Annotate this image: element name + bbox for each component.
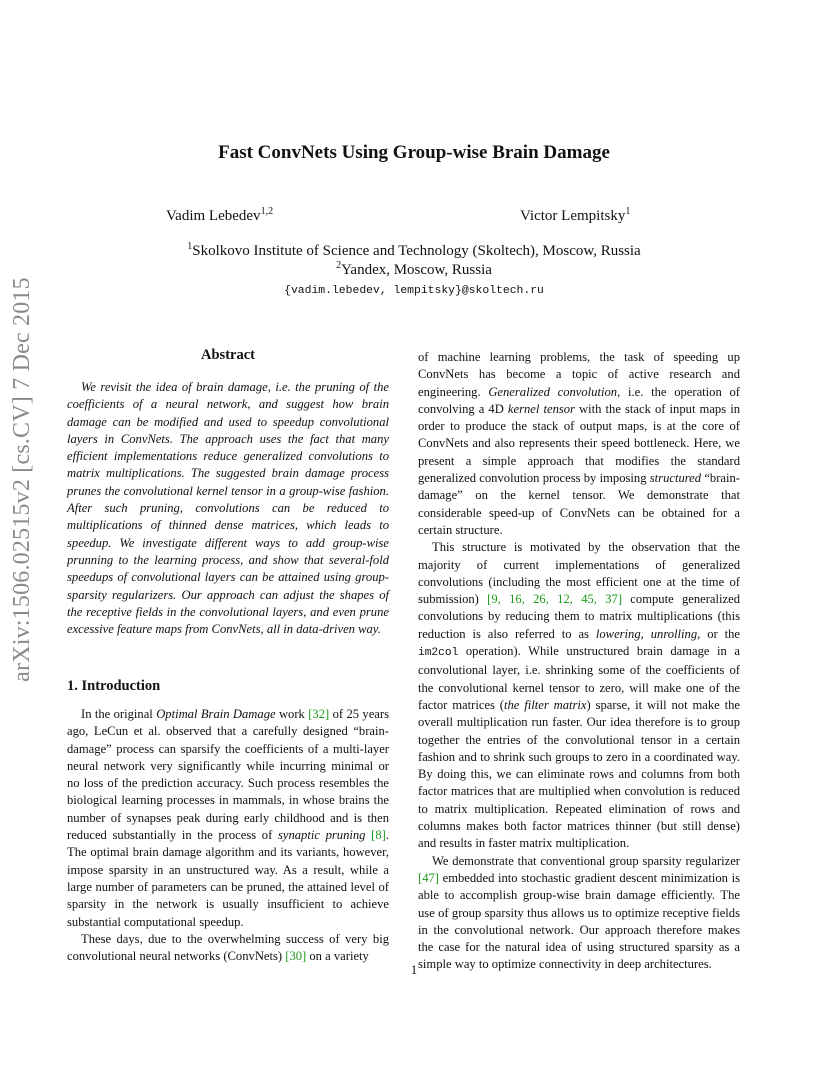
- citation-link[interactable]: [30]: [285, 949, 307, 964]
- citation-link[interactable]: [47]: [418, 870, 439, 885]
- text-run: ) sparse, it will not make the overall multiplication run faster. Our idea therefore is to group together the entries of the convolutional tensor in a certain fashion and to shrink such groups to zero in a coordinated way. By doing this, we can eliminate rows and columns from both factor matrices that are multiplied when convolution is reduced to matrix multiplication. Repeated elimination of rows and columns makes both factor matrices thinner (but still dense) and results in faster matrix multiplication.: [418, 697, 741, 851]
- author-emails: {vadim.lebedev, lempitsky}@skoltech.ru: [284, 285, 544, 297]
- author-2-affil-mark: 1: [625, 206, 631, 217]
- author-1-affil-mark: 1,2: [260, 206, 274, 217]
- author-2: [520, 206, 630, 226]
- text-run: of 25 years ago, LeCun et al. observed that a carefully designed “brain-damage” process can sparsify the coefficients of a multi-layer neural network very significantly while incurring minimal or no loss of the prediction accuracy. Such process resembles the biological learning processes in mammals, in whose brains the number of synapses peak during early childhood and is then reduced substantially in the process of: [67, 707, 389, 843]
- intro-paragraph-4: [418, 539, 740, 852]
- emphasis-text: Generalized convolution: [488, 384, 618, 399]
- emphasis-text: synaptic pruning: [277, 828, 366, 843]
- text-run: embedded into stochastic gradient descent minimization is able to accomplish group-wise brain damage efficiently. The use of group sparsity thus allows us to optimize receptive fields in the convolutional network. Our approach therefore makes the case for the natural idea of using structured sparsity as a simple way to optimize connectivity in deep architectures.: [418, 870, 740, 972]
- left-column-text: [67, 706, 389, 965]
- emphasis-text: Optimal Brain Damage: [156, 707, 276, 721]
- arxiv-identifier: arXiv:1506.02515v2 [cs.CV] 7 Dec 2015: [8, 276, 35, 682]
- emphasis-text: unrolling: [650, 626, 698, 641]
- text-run: , i.e. the operation of convolving a 4D: [418, 384, 740, 416]
- code-text: im2col: [418, 647, 459, 660]
- text-run: ,: [640, 626, 651, 641]
- text-run: with the stack of input maps in order to produce the stack of output maps, is at the core of ConvNets and also represents their speed bottleneck. Here, we present a simple approach that modifies the standard generalized convolution process by imposing: [418, 401, 740, 486]
- text-run: . The optimal brain damage algorithm and its variants, however, impose sparsity in an unstructured way. As a result, while a large number of parameters can be pruned, the attained level of sparsity in the network is usually insufficient to achieve substantial computational speedup.: [67, 828, 389, 929]
- paper-title: Fast ConvNets Using Group-wise Brain Damage: [218, 142, 610, 163]
- text-run: of machine learning problems, the task of speeding up ConvNets has become a topic of active research and engineering.: [418, 350, 740, 399]
- affiliation-2: [0, 261, 828, 280]
- abstract-text: We revisit the idea of brain damage, i.e. the pruning of the coefficients of a neural network, and suggest how brain damage can be modified and used to speedup convolutional layers in ConvNets. The approach uses the fact that many efficient implementations reduce generalized convolutions to matrix multiplications. The suggested brain damage process prunes the convolutional kernel tensor in a group-wise fashion. After such pruning, convolutions can be reduced to multiplications of thinned dense matrices, which leads to speedup. We investigate different ways to add group-wise prunning to the learning process, and show that several-fold speedups of convolutional layers can be attained using group-sparsity regularizers. Our approach can adjust the shapes of the receptive fields in the convolutional layers, and even prune excessive feature maps from ConvNets, all in data-driven way.: [67, 380, 389, 637]
- emphasis-text: structured: [649, 471, 702, 486]
- text-run: “brain-damage” on the kernel tensor. We demonstrate that considerable speed-up of ConvNets can be obtained for a certain structure.: [418, 471, 741, 537]
- abstract-body: [67, 379, 389, 638]
- affiliation-1-mark: 1: [187, 241, 193, 252]
- affiliation-2-text: Yandex, Moscow, Russia: [341, 262, 492, 278]
- intro-paragraph-1: [67, 706, 389, 931]
- citation-link[interactable]: [9, 16, 26, 12, 45, 37]: [487, 592, 623, 607]
- affiliation-1-text: Skolkovo Institute of Science and Technology (Skoltech), Moscow, Russia: [192, 243, 641, 259]
- text-run: work: [275, 707, 309, 721]
- abstract-heading: Abstract: [201, 347, 255, 363]
- text-run: on a variety: [306, 949, 369, 964]
- text-run: , or the: [697, 626, 741, 641]
- citation-link[interactable]: [32]: [308, 707, 330, 721]
- author-2-name: Victor Lempitsky: [520, 208, 626, 224]
- page-number: 1: [410, 962, 418, 977]
- section-heading-introduction: 1. Introduction: [67, 678, 161, 694]
- emphasis-text: lowering: [595, 626, 641, 641]
- affiliation-2-mark: 2: [336, 260, 342, 271]
- emphasis-text: kernel tensor: [507, 401, 575, 416]
- text-run: These days, due to the overwhelming success of very big convolutional neural networks (ConvNets): [67, 931, 389, 964]
- text-run: operation). While unstructured brain damage in a convolutional layer, i.e. shrinking some of the coefficients of the convolutional kernel tensor to zero, will make one of the factor matrices (: [418, 644, 740, 712]
- text-run: We demonstrate that conventional group sparsity regularizer: [432, 853, 740, 868]
- emphasis-text: the filter matrix: [504, 697, 587, 712]
- intro-paragraph-5: [418, 853, 740, 974]
- right-column-text: [418, 349, 740, 974]
- author-1: [166, 206, 273, 226]
- intro-paragraph-3: [418, 349, 740, 539]
- arxiv-sidebar: [2, 276, 42, 682]
- text-run: In the original: [81, 707, 157, 721]
- text-run: compute generalized convolutions by reducing them to matrix multiplications (this reduction is also referred to as: [418, 592, 740, 641]
- citation-link[interactable]: [8]: [371, 828, 386, 843]
- author-1-name: Vadim Lebedev: [166, 208, 261, 224]
- text-run: This structure is motivated by the observation that the majority of current implementations of generalized convolutions (including the most efficient one at the time of submission): [418, 540, 740, 607]
- affiliation-1: [0, 242, 828, 261]
- intro-paragraph-2: [67, 931, 389, 966]
